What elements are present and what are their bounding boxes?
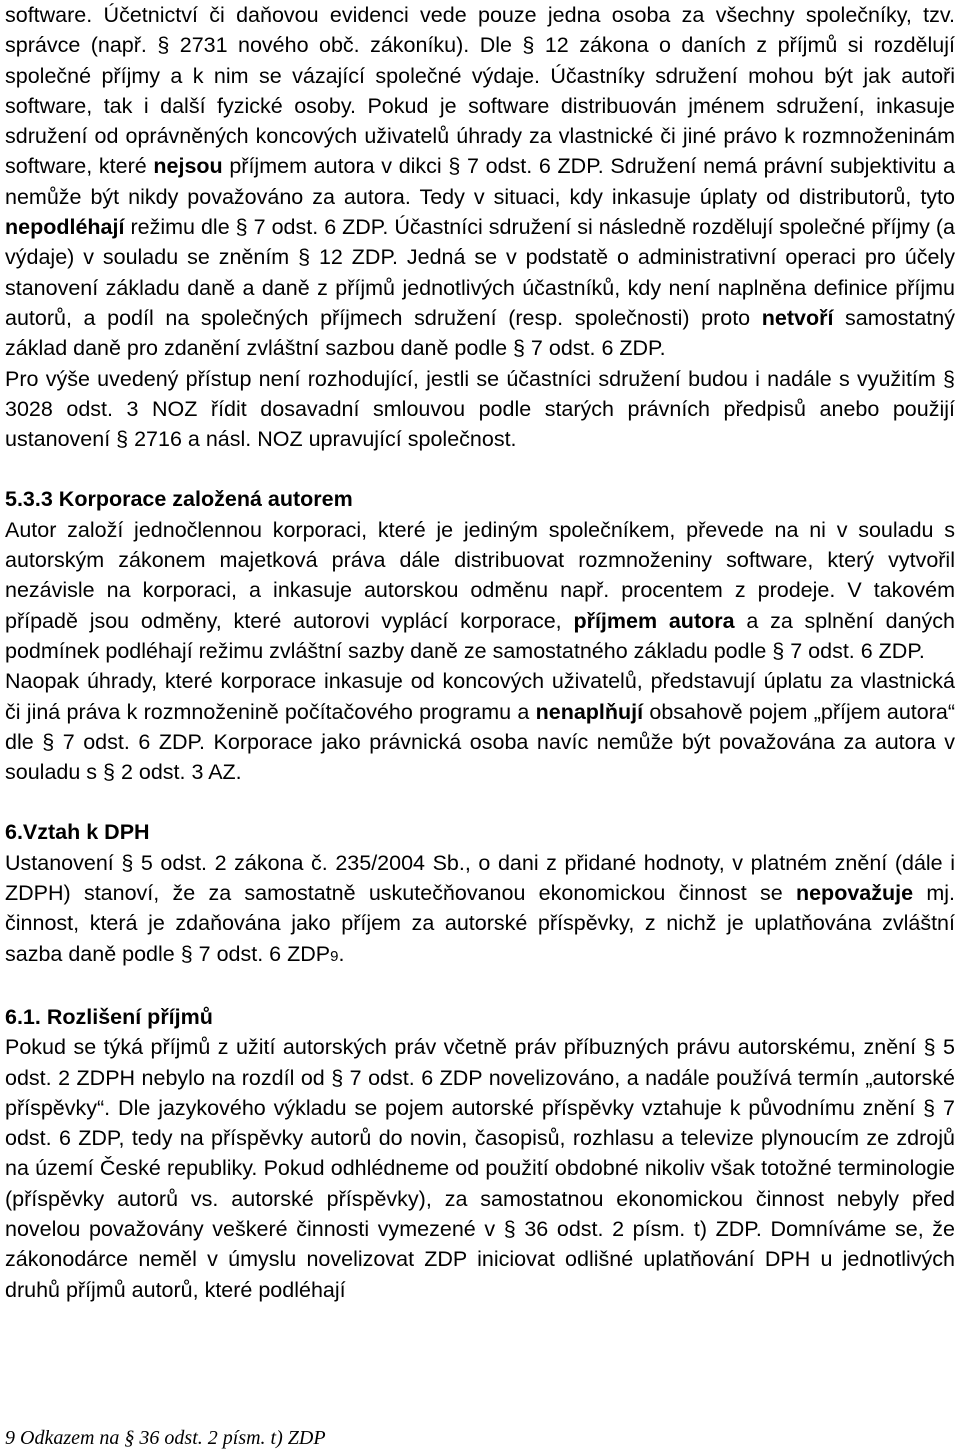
paragraph-korporace-2	[5, 666, 955, 787]
text-run: .	[338, 941, 345, 966]
text-run: Naopak úhrady, které korporace inkasuje od koncových uživatelů, představují úplatu za vlastnická či jiná práva k rozmnoženině počítačového programu a	[5, 669, 955, 724]
document-page	[5, 0, 955, 1305]
text-run: příjmem autora v dikci § 7 odst. 6 ZDP. Sdružení nemá právní subjektivitu a nemůže být nikdy považováno za autora. Tedy v situaci, kdy inkasuje úplaty od distributorů, tyto	[5, 154, 955, 209]
emphasis-prijmem-autora: příjmem autora	[573, 608, 735, 633]
paragraph-dph	[5, 848, 955, 972]
text-run: mj. činnost, která je zdaňována jako příjem za autorské příspěvky, z nichž je uplatňována zvláštní sazba daně podle § 7 odst. 6 ZDP	[5, 881, 955, 966]
text-run: Ustanovení § 5 odst. 2 zákona č. 235/2004 Sb., o dani z přidané hodnoty, v platném znění (dále i ZDPH) stanoví, že za samostatně uskutečňovanou ekonomickou činnost se	[5, 850, 955, 906]
spacer	[5, 454, 955, 484]
spacer	[5, 972, 955, 1002]
spacer	[5, 787, 955, 817]
paragraph-rozliseni: Pokud se týká příjmů z užití autorských práv včetně práv příbuzných právu autorskému, znění § 5 odst. 2 ZDPH nebylo na rozdíl od § 7 odst. 6 ZDP novelizováno, a nadále používá termín „autorské příspěvky“. Dle jazykového výkladu se pojem autorské příspěvky vztahuje k původnímu znění § 7 odst. 6 ZDP, tedy na příspěvky autorů do novin, časopisů, rozhlasu a televize plynoucím ze zdrojů na území České republiky. Pokud odhlédneme od použití obdobné nikoliv však totožné terminologie (příspěvky autorů vs. autorské příspěvky), za samostatnou ekonomickou činnost nebyly před novelou považovány veškeré činnosti vymezené v § 36 odst. 2 písm. t) ZDP. Domníváme se, že zákonodárce neměl v úmyslu novelizovat ZDP iniciovat odlišné uplatňování DPH u jednotlivých druhů příjmů autorů, které podléhají	[5, 1035, 955, 1302]
footnote-ref[interactable]: 9	[330, 947, 339, 965]
text-run: režimu dle § 7 odst. 6 ZDP. Účastníci sdružení si následně rozdělují společné příjmy (a výdaje) v souladu se zněním § 12 ZDP. Jedná se v podstatě o administrativní operaci pro účely stanovení základu daně a daně z příjmů jednotlivých účastníků, kdy není naplněna definice příjmu autorů, a podíl na společných příjmech sdružení (resp. společnosti) proto	[5, 215, 955, 330]
emphasis-nenaplnuji: nenaplňují	[535, 699, 644, 724]
emphasis-nejsou: nejsou	[153, 154, 223, 179]
footnote: 9 Odkazem na § 36 odst. 2 písm. t) ZDP	[5, 1427, 326, 1449]
text-run: obsahově pojem „příjem autora“ dle § 7 odst. 6 ZDP. Korporace jako právnická osoba navíc nemůže být považována za autora v souladu s § 2 odst. 3 AZ.	[5, 699, 956, 785]
paragraph-sdruzeni	[5, 0, 955, 364]
text-run: software. Účetnictví či daňovou evidenci vede pouze jedna osoba za všechny společníky, tzv. správce (např. § 2731 nového obč. zákoníku). Dle § 12 zákona o daních z příjmů si rozdělují společné příjmy a k nim se vázající společné výdaje. Účastníky sdružení mohou být jak autoři software, tak i další fyzické osoby. Pokud je software distribuován jménem sdružení, inkasuje sdružení od oprávněných koncových uživatelů úhrady za vlastnické či jiné právo k rozmnoženinám software, které	[5, 3, 955, 179]
emphasis-nepovazuje: nepovažuje	[795, 881, 914, 906]
paragraph-pristup: Pro výše uvedený přístup není rozhodující, jestli se účastníci sdružení budou i nadále s využitím § 3028 odst. 3 NOZ řídit dosavadní smlouvou podle starých právních předpisů anebo použijí ustanovení § 2716 a násl. NOZ upravující společnost.	[5, 366, 955, 452]
heading-5-3-3: 5.3.3 Korporace založená autorem	[5, 487, 353, 512]
text-run: Autor založí jednočlennou korporaci, které je jediným společníkem, převede na ni v souladu s autorským zákonem majetková práva dále distribuovat rozmnoženiny software, který vytvořil nezávisle na korporaci, a inkasuje autorskou odměnu např. procentem z prodeje. V takovém případě jsou odměny, které autorovi vyplácí korporace,	[5, 517, 955, 633]
emphasis-netvori: netvoří	[761, 305, 834, 330]
emphasis-nepodlehaji: nepodléhají	[5, 215, 125, 240]
paragraph-korporace-1	[5, 515, 955, 666]
heading-6-1: 6.1. Rozlišení příjmů	[5, 1004, 213, 1029]
text-run: a za splnění daných podmínek podléhají režimu zvláštní sazby daně ze samostatného základu podle § 7 odst. 6 ZDP.	[5, 608, 955, 663]
text-run: samostatný základ daně pro zdanění zvláštní sazbou daně podle § 7 odst. 6 ZDP.	[5, 305, 955, 361]
heading-6: 6.Vztah k DPH	[5, 820, 150, 845]
